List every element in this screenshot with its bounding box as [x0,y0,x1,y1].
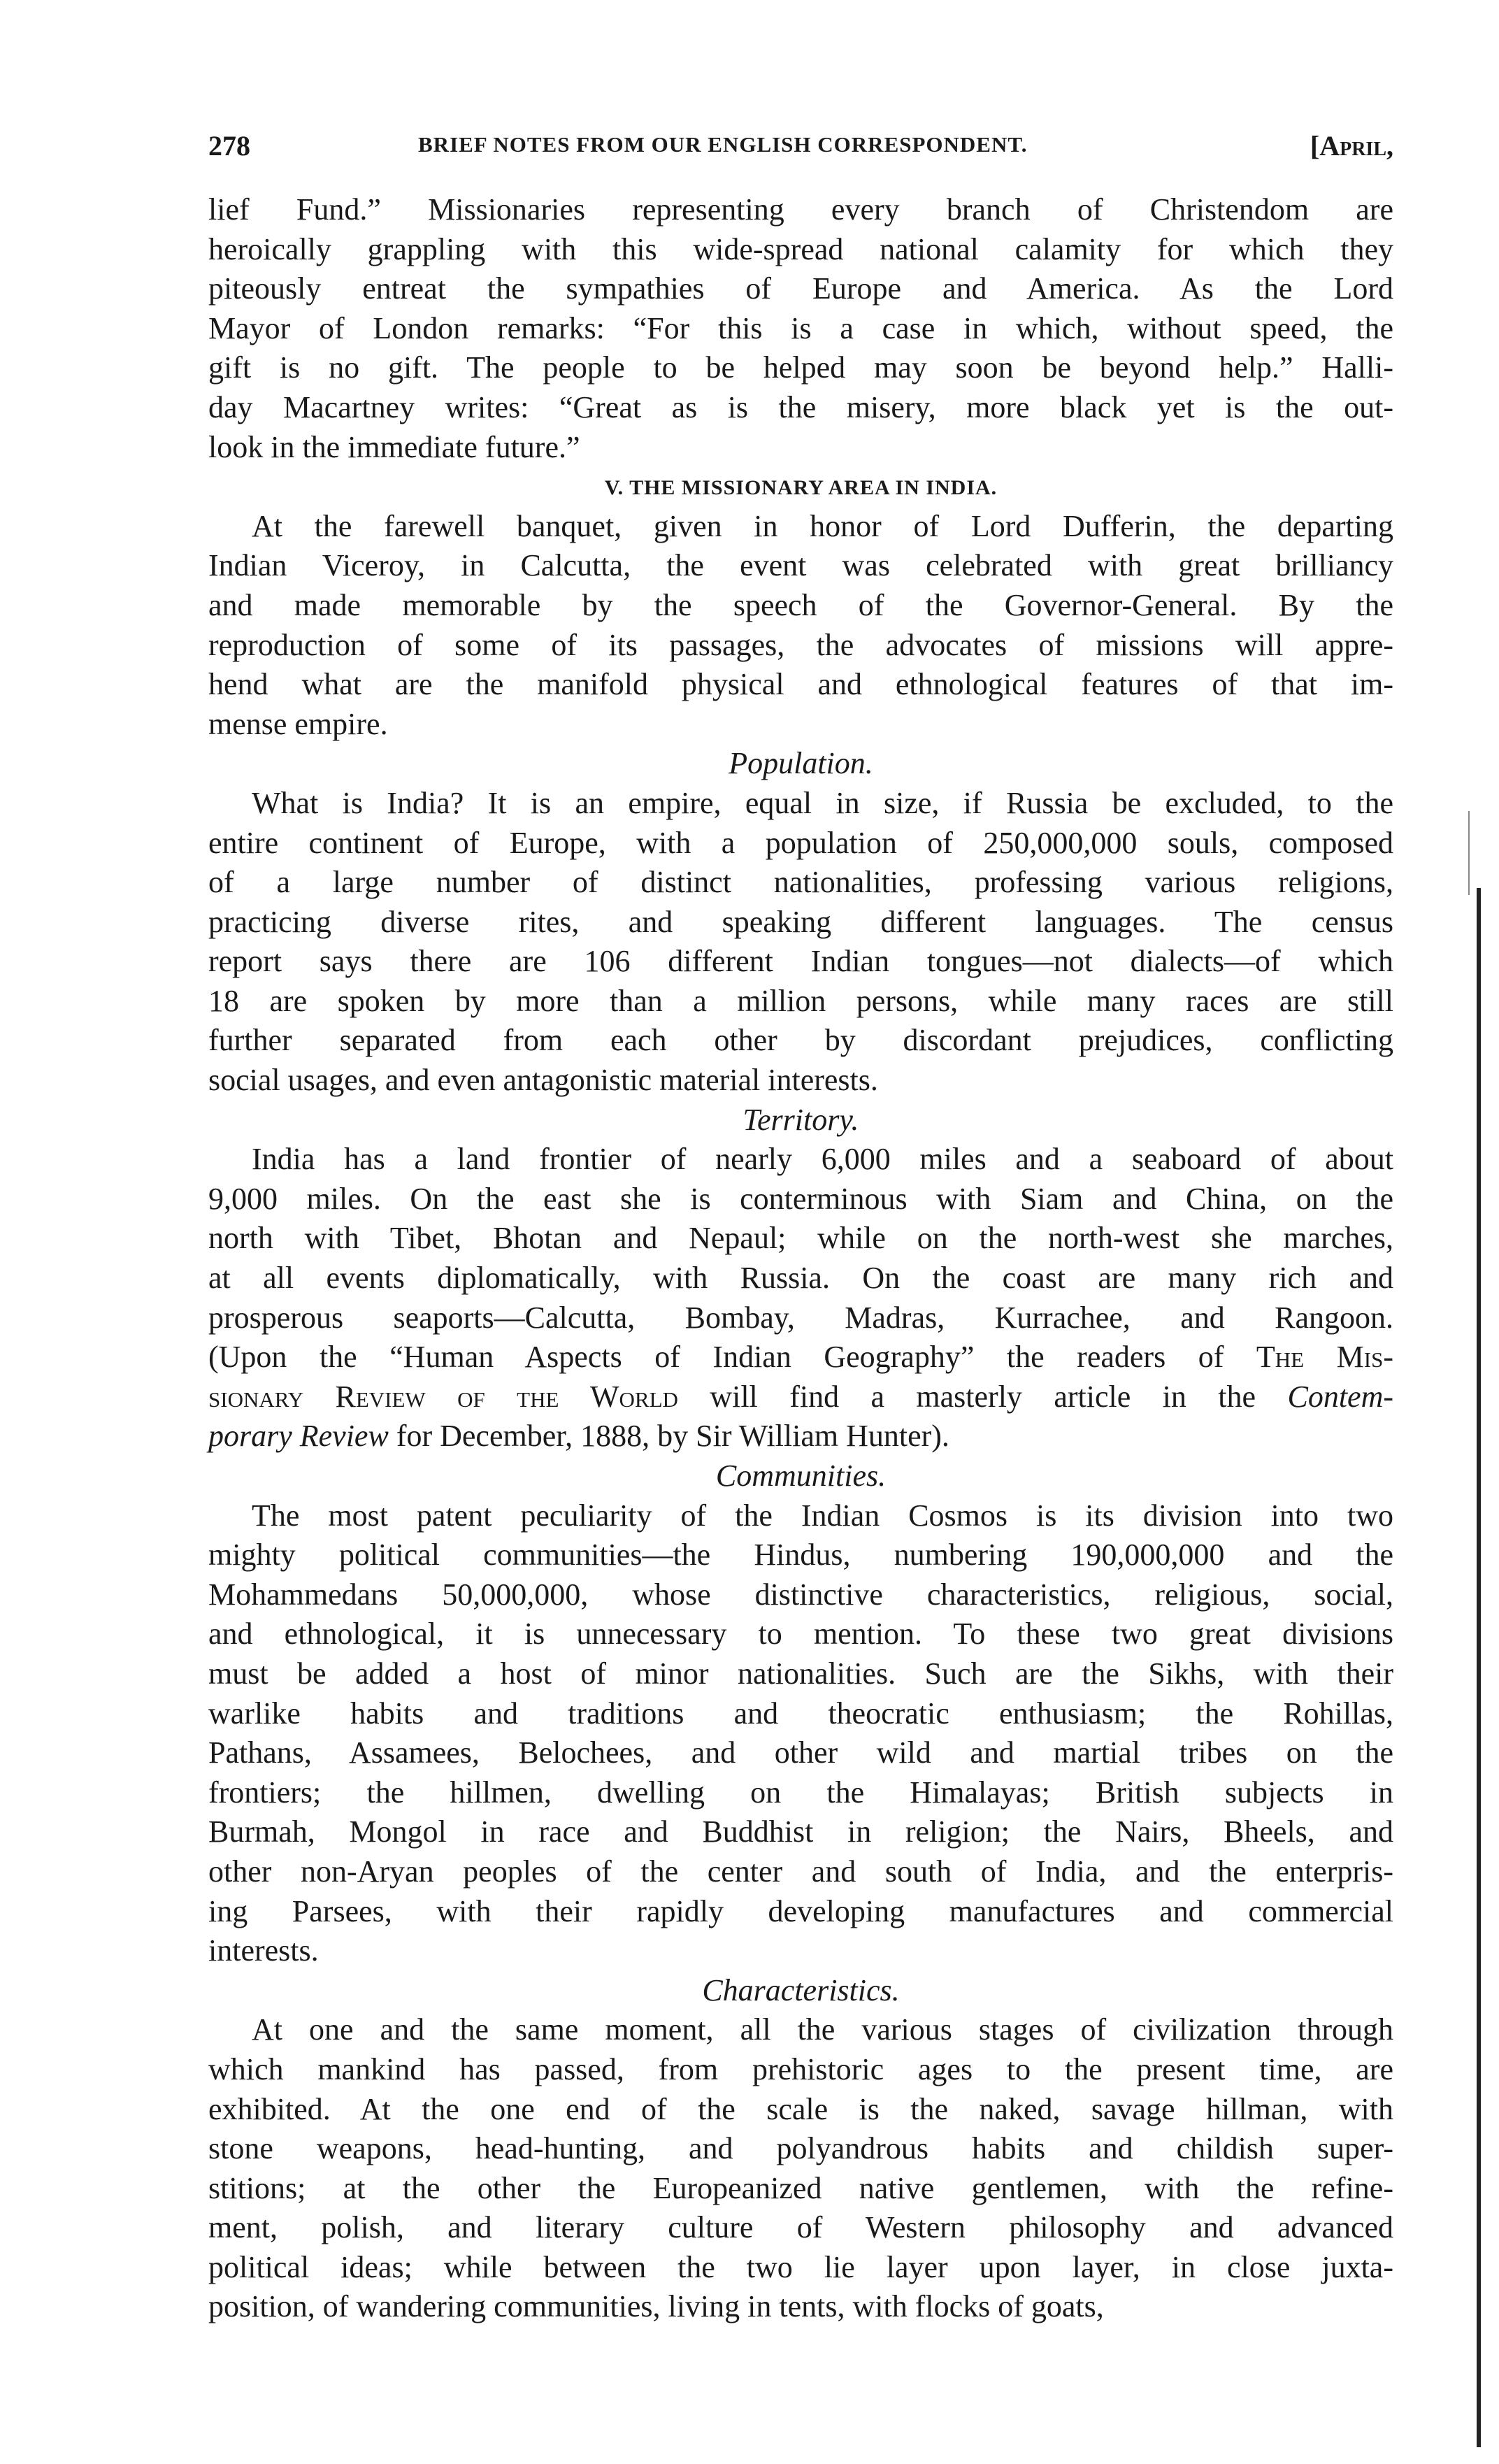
text-line [208,2169,1393,2209]
text-segment: piteously entreat the sympathies of Europe and America. As the Lord [208,271,1393,306]
text-line [208,507,1393,547]
text-segment: report says there are 106 different Indian tongues—not dialects—of which [208,944,1393,979]
text-line [208,903,1393,943]
text-segment: 18 are spoken by more than a million persons, while many races are still [208,983,1393,1018]
text-segment: at all events diplomatically, with Russia. On the coast are many rich and [208,1261,1393,1296]
text-line [208,2010,1393,2050]
text-segment: day Macartney writes: “Great as is the misery, more black yet is the out- [208,389,1393,424]
text-line [208,1061,1393,1101]
text-line [208,1694,1393,1734]
text-segment: and ethnological, it is unnecessary to mention. To these two great divisions [208,1617,1393,1652]
text-line [208,1733,1393,1773]
text-segment: for December, 1888, by Sir William Hunter). [388,1419,949,1454]
text-segment: prosperous seaports—Calcutta, Bombay, Madras, Kurrachee, and Rangoon. [208,1300,1393,1335]
text-line [208,784,1393,824]
text-line [208,1812,1393,1852]
text-segment: gift is no gift. The people to be helped may soon be beyond help.” Halli- [208,350,1393,385]
text-segment: north with Tibet, Bhotan and Nepaul; while on the north-west she marches, [208,1221,1393,1256]
section-heading: Population. [729,746,873,781]
text-line [208,1614,1393,1654]
text-line [208,1298,1393,1338]
text-line [208,2050,1393,2090]
section-heading: Territory. [743,1102,859,1137]
text-segment: The most patent peculiarity of the Indian Cosmos is its division into two [252,1498,1393,1533]
text-line [208,348,1393,388]
text-line [208,2248,1393,2288]
text-line [208,2129,1393,2169]
text-line [208,982,1393,1022]
issue-month: [April, [1310,130,1393,162]
text-line [208,1377,1393,1417]
text-segment: ment, polish, and literary culture of Western philosophy and advanced [208,2210,1393,2245]
running-title: BRIEF NOTES FROM OUR ENGLISH CORRESPONDENT. [418,132,1028,157]
text-line [208,1180,1393,1219]
text-line [208,1338,1393,1377]
text-line [208,705,1393,745]
text-segment: look in the immediate future.” [208,429,580,464]
text-segment: which mankind has passed, from prehistoric ages to the present time, are [208,2051,1393,2086]
scan-edge-bar [1477,888,1481,2447]
text-line [208,309,1393,349]
text-line [208,1259,1393,1298]
section-heading: Characteristics. [702,1972,900,2007]
text-line [208,2208,1393,2248]
text-segment: At the farewell banquet, given in honor of Lord Dufferin, the departing [252,508,1393,543]
text-segment: At one and the same moment, all the various stages of civilization through [252,2012,1393,2047]
text-segment: and made memorable by the speech of the Governor-General. By the [208,587,1393,622]
text-segment: will find a masterly article in the [677,1379,1288,1414]
text-segment: Pathans, Assamees, Belochees, and other wild and martial tribes on the [208,1735,1393,1770]
text-line [208,1575,1393,1615]
text-segment: warlike habits and traditions and theocratic enthusiasm; the Rohillas, [208,1696,1393,1731]
text-segment: political ideas; while between the two lie layer upon layer, in close juxta- [208,2249,1393,2284]
text-segment: other non-Aryan peoples of the center and south of India, and the enterpris- [208,1854,1393,1889]
text-line [208,269,1393,309]
running-header [208,129,1393,171]
small-caps-text: The Mis- [1256,1340,1393,1375]
text-segment: position, of wandering communities, living in tents, with flocks of goats, [208,2289,1104,2324]
text-segment: Burmah, Mongol in race and Buddhist in religion; the Nairs, Bheels, and [208,1814,1393,1849]
text-line [208,1140,1393,1180]
text-segment: frontiers; the hillmen, dwelling on the Himalayas; British subjects in [208,1775,1393,1810]
text-line [208,2090,1393,2130]
text-segment: Mayor of London remarks: “For this is a case in which, without speed, the [208,310,1393,345]
text-segment: Mohammedans 50,000,000, whose distinctive characteristics, religious, social, [208,1577,1393,1612]
text-line [208,1021,1393,1061]
text-segment: 9,000 miles. On the east she is conterminous with Siam and China, on the [208,1181,1393,1216]
text-segment: India has a land frontier of nearly 6,000 miles and a seaboard of about [252,1142,1393,1177]
text-line [208,665,1393,705]
text-line [208,388,1393,428]
text-segment: practicing diverse rites, and speaking different languages. The census [208,904,1393,939]
text-segment: mighty political communities—the Hindus, numbering 190,000,000 and the [208,1538,1393,1573]
text-line [208,824,1393,864]
text-line [208,190,1393,230]
article-body [208,190,1393,2327]
text-line [208,1654,1393,1694]
text-segment: Indian Viceroy, in Calcutta, the event was celebrated with great brilliancy [208,548,1393,583]
text-line [208,586,1393,626]
text-segment: stitions; at the other the Europeanized native gentlemen, with the refine- [208,2170,1393,2205]
text-segment: heroically grappling with this wide-spread national calamity for which they [208,231,1393,266]
text-segment: further separated from each other by discordant prejudices, conflicting [208,1023,1393,1058]
section-heading: V. THE MISSIONARY AREA IN INDIA. [604,476,998,500]
text-segment: interests. [208,1933,319,1968]
scan-artifact-line [1468,811,1470,895]
text-segment: What is India? It is an empire, equal in size, if Russia be excluded, to the [252,785,1393,820]
text-line [208,2287,1393,2327]
text-line [208,230,1393,270]
text-segment: ing Parsees, with their rapidly developing manufactures and commercial [208,1893,1393,1928]
text-segment: reproduction of some of its passages, the advocates of missions will appre- [208,627,1393,662]
text-segment: must be added a host of minor nationalities. Such are the Sikhs, with their [208,1656,1393,1691]
text-line [208,626,1393,666]
text-segment: of a large number of distinct nationalities, professing various religions, [208,865,1393,900]
text-line [208,1931,1393,1971]
small-caps-text: sionary Review of the World [208,1379,678,1414]
text-line [208,1892,1393,1932]
text-segment: exhibited. At the one end of the scale is the naked, savage hillman, with [208,2091,1393,2126]
text-line [208,1535,1393,1575]
text-segment: lief Fund.” Missionaries representing every branch of Christendom are [208,192,1393,227]
text-line [208,1219,1393,1259]
section-heading: Communities. [715,1459,887,1493]
text-line [208,428,1393,468]
text-segment: hend what are the manifold physical and ethnological features of that im- [208,667,1393,702]
text-line [208,1496,1393,1536]
italic-text: Contem- [1287,1379,1393,1414]
text-segment: entire continent of Europe, with a population of 250,000,000 souls, composed [208,825,1393,860]
page-number: 278 [208,130,250,162]
text-line [208,1852,1393,1892]
text-line [208,1417,1393,1456]
text-segment: stone weapons, head-hunting, and polyandrous habits and childish super- [208,2131,1393,2166]
text-line [208,1773,1393,1813]
text-segment: (Upon the “Human Aspects of Indian Geography” the readers of [208,1340,1256,1375]
text-line [208,942,1393,982]
italic-text: porary Review [208,1419,389,1454]
text-line [208,546,1393,586]
text-line [208,863,1393,903]
text-segment: social usages, and even antagonistic material interests. [208,1063,878,1098]
text-segment: mense empire. [208,706,388,741]
